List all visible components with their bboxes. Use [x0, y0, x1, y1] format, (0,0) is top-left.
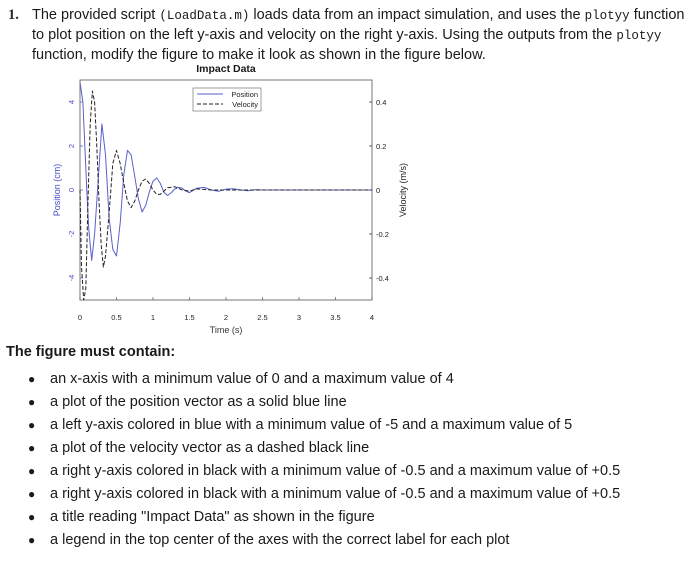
list-item: ● an x-axis with a minimum value of 0 and a maximum value of 4 [0, 368, 700, 391]
requirements-list [0, 368, 700, 552]
right-axis-label: Velocity (m/s) [398, 162, 408, 218]
bullet-icon: ● [28, 395, 36, 409]
x-tick-label: 4 [369, 313, 375, 322]
x-tick-label: 3.5 [330, 313, 341, 322]
bullet-icon: ● [28, 418, 36, 432]
bullet-icon: ● [28, 487, 36, 501]
impact-data-figure [0, 58, 700, 340]
bullet-icon: ● [28, 372, 36, 386]
bullet-icon: ● [28, 441, 36, 455]
right-tick-label: -0.2 [376, 230, 389, 239]
left-tick-label: 0 [67, 187, 76, 193]
list-item: ● a legend in the top center of the axes with the correct label for each plot [0, 529, 700, 552]
x-axis-ticks [78, 297, 374, 322]
code-plotyy-2: plotyy [616, 29, 662, 43]
right-tick-label: 0.2 [376, 142, 387, 151]
x-tick-label: 2.5 [257, 313, 268, 322]
left-tick-label: 2 [67, 143, 76, 149]
x-tick-label: 1 [150, 313, 156, 322]
bullet-icon: ● [28, 464, 36, 478]
x-tick-label: 3 [296, 313, 302, 322]
code-loaddata: (LoadData.m) [159, 9, 250, 23]
right-tick-label: 0 [376, 186, 381, 195]
left-axis-label: Position (cm) [52, 163, 62, 217]
list-item: ● a right y-axis colored in black with a minimum value of -0.5 and a maximum value of +0.5 [0, 460, 700, 483]
right-tick-label: 0.4 [376, 98, 387, 107]
chart-title: Impact Data [196, 63, 256, 75]
left-tick-label: 4 [67, 99, 76, 105]
question-text [8, 6, 694, 65]
left-tick-label: -2 [67, 230, 76, 238]
question-number: 1. [8, 7, 19, 23]
list-item: ● a right y-axis colored in black with a minimum value of -0.5 and a maximum value of +0.5 [0, 483, 700, 506]
question-body: The provided script (LoadData.m) loads data from an impact simulation, and uses the plotyy function to plot position on the left y-axis and velocity on the right y-axis. Using the outputs from the plotyy function, modify the figure to make it look as shown in the figure below. [32, 7, 685, 63]
legend [193, 88, 261, 111]
code-plotyy: plotyy [584, 9, 630, 23]
list-item: ● a left y-axis colored in blue with a minimum value of -5 and a maximum value of 5 [0, 414, 700, 437]
x-tick-label: 1.5 [184, 313, 195, 322]
list-item: ● a plot of the position vector as a solid blue line [0, 391, 700, 414]
requirements-heading: The figure must contain: [6, 344, 176, 360]
list-item: ● a plot of the velocity vector as a dashed black line [0, 437, 700, 460]
x-axis-label: Time (s) [209, 325, 243, 335]
legend-position-label: Position [231, 90, 258, 99]
list-item: ● a title reading "Impact Data" as shown in the figure [0, 506, 700, 529]
left-tick-label: -4 [67, 274, 76, 282]
x-tick-label: 0.5 [111, 313, 122, 322]
bullet-icon: ● [28, 533, 36, 547]
right-tick-label: -0.4 [376, 274, 389, 283]
x-tick-label: 0 [77, 313, 83, 322]
x-tick-label: 2 [223, 313, 229, 322]
legend-velocity-label: Velocity [232, 100, 258, 109]
bullet-icon: ● [28, 510, 36, 524]
